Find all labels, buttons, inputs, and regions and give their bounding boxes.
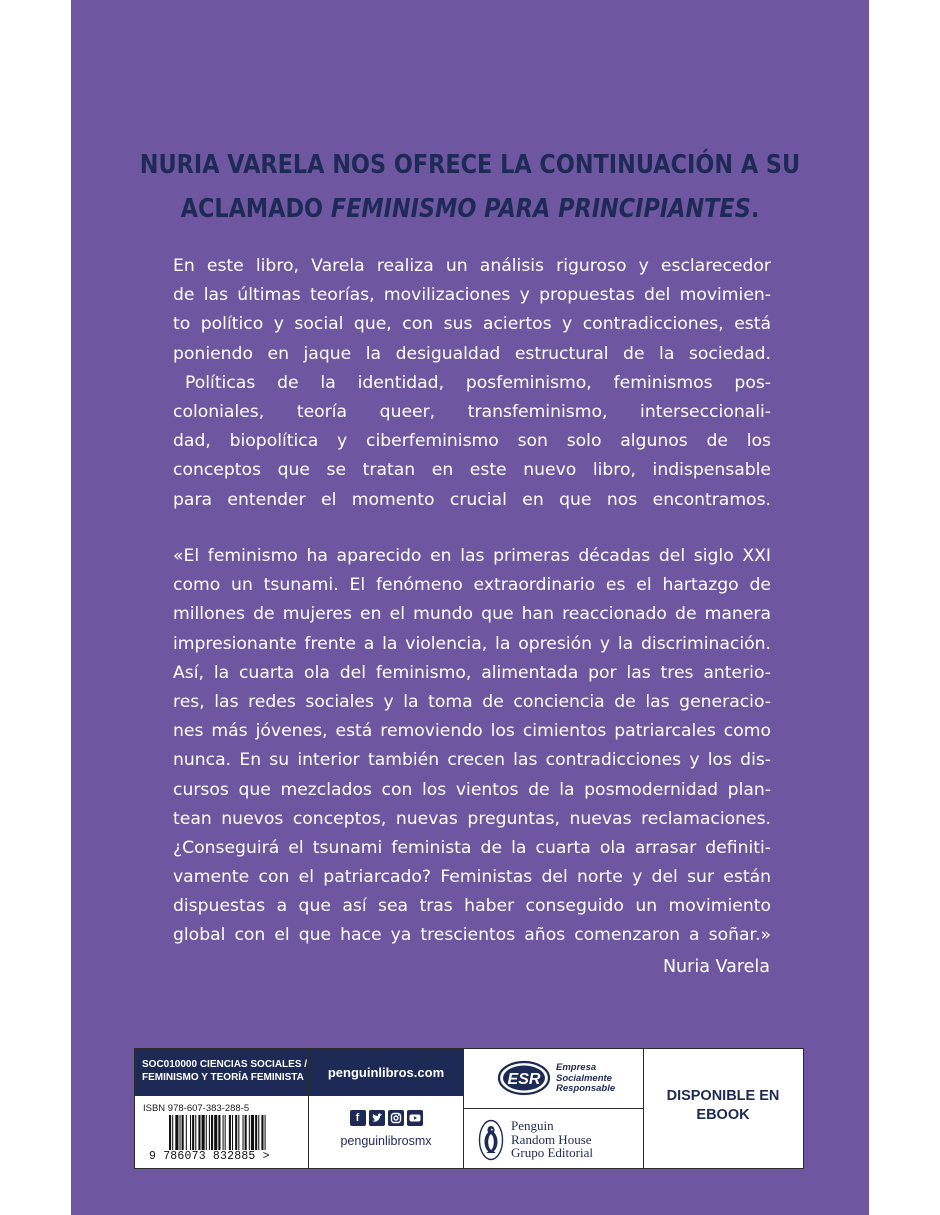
category-column bbox=[135, 1049, 309, 1168]
barcode-bar bbox=[265, 1115, 266, 1150]
publisher-column bbox=[464, 1049, 644, 1168]
barcode-bar bbox=[229, 1115, 231, 1150]
text-line: to político y social que, con sus aciertos y contradicciones, está bbox=[173, 314, 771, 335]
publisher-line-3: Grupo Editorial bbox=[511, 1145, 593, 1160]
barcode-bar bbox=[190, 1115, 191, 1150]
back-cover bbox=[71, 0, 869, 1215]
headline-suffix: . bbox=[750, 194, 760, 224]
barcode-bar bbox=[180, 1115, 181, 1150]
facebook-icon[interactable]: f bbox=[350, 1110, 366, 1126]
quote-line: cursos que mezclados con los vientos de la posmodernidad plan- bbox=[173, 779, 771, 800]
quote-line: como un tsunami. El fenómeno extraordinario es el hartazgo de bbox=[173, 575, 771, 596]
category-line-1: SOC010000 CIENCIAS SOCIALES / bbox=[142, 1059, 308, 1070]
barcode-bar bbox=[261, 1115, 263, 1150]
esr-line-3: Responsable bbox=[556, 1083, 616, 1094]
quote-line: dispuestas a que así sea tras haber conseguido un movimiento bbox=[173, 896, 771, 917]
youtube-icon[interactable] bbox=[407, 1110, 423, 1126]
publisher-info-box bbox=[134, 1048, 804, 1169]
penguin-logo-icon bbox=[478, 1119, 504, 1161]
quote-line: tean nuevos conceptos, nuevas preguntas, nuevas reclamaciones. bbox=[173, 808, 771, 829]
category-line-2: FEMINISMO Y TEORÍA FEMINISTA bbox=[142, 1072, 304, 1083]
barcode bbox=[169, 1115, 297, 1150]
esr-label bbox=[556, 1063, 615, 1095]
twitter-icon[interactable] bbox=[369, 1110, 385, 1126]
headline-line-1: NURIA VARELA NOS OFRECE LA CONTINUACIÓN A SU bbox=[139, 150, 801, 180]
barcode-bar bbox=[202, 1115, 205, 1150]
barcode-bar bbox=[209, 1115, 210, 1150]
headline-prefix: ACLAMADO bbox=[180, 194, 331, 224]
publisher-name bbox=[511, 1119, 593, 1160]
barcode-bar bbox=[243, 1115, 244, 1150]
barcode-bar bbox=[258, 1115, 259, 1150]
barcode-bar bbox=[251, 1115, 254, 1150]
barcode-bar bbox=[214, 1115, 217, 1150]
esr-mark: ESR bbox=[507, 1071, 541, 1088]
barcode-bar bbox=[206, 1115, 207, 1150]
website-link[interactable]: penguinlibros.com bbox=[309, 1049, 463, 1096]
barcode-bar bbox=[172, 1115, 173, 1150]
ebook-line-2: EBOOK bbox=[696, 1107, 750, 1123]
barcode-bar bbox=[235, 1115, 237, 1150]
social-icons bbox=[309, 1110, 463, 1126]
esr-line-2: Socialmente bbox=[556, 1072, 612, 1084]
esr-badge bbox=[464, 1049, 643, 1109]
synopsis-paragraph bbox=[173, 252, 771, 515]
barcode-bar bbox=[182, 1115, 184, 1150]
quote-line: nunca. En su interior también crecen las contradicciones y los dis- bbox=[173, 750, 771, 771]
quote-line: global con el que hace ya trescientos años comenzaron a soñar.» bbox=[173, 925, 771, 946]
text-line: dad, biopolítica y ciberfeminismo son solo algunos de los bbox=[173, 431, 771, 452]
quote-line: impresionante frente a la violencia, la opresión y la discriminación. bbox=[173, 633, 771, 654]
barcode-bar bbox=[218, 1115, 220, 1150]
quote-line: millones de mujeres en el mundo que han reaccionado de manera bbox=[173, 604, 771, 625]
quote-line: Así, la cuarta ola del feminismo, alimentada por las tres anterio- bbox=[173, 662, 771, 683]
barcode-bar bbox=[245, 1115, 247, 1150]
book-title: FEMINISMO PARA PRINCIPIANTES bbox=[330, 194, 751, 224]
barcode-bar bbox=[249, 1115, 250, 1150]
quote-line: nes más jóvenes, está removiendo los cimientos patriarcales como bbox=[173, 721, 771, 742]
quote-line: «El feminismo ha aparecido en las primeras décadas del siglo XXI bbox=[173, 546, 771, 566]
text-line: En este libro, Varela realiza un análisis riguroso y esclarecedor bbox=[173, 256, 771, 276]
barcode-bar bbox=[255, 1115, 257, 1150]
barcode-bar bbox=[225, 1115, 226, 1150]
barcode-bar bbox=[223, 1115, 224, 1150]
text-line: poniendo en jaque la desigualdad estructural de la sociedad. bbox=[173, 343, 771, 364]
headline-line-2 bbox=[127, 187, 813, 231]
author-quote bbox=[173, 542, 771, 951]
text-line: Políticas de la identidad, posfeminismo, feminismos pos- bbox=[185, 372, 771, 393]
barcode-bar bbox=[198, 1115, 200, 1150]
esr-line-1: Empresa bbox=[556, 1062, 597, 1073]
quote-signature: Nuria Varela bbox=[662, 957, 770, 977]
barcode-bar bbox=[211, 1115, 213, 1150]
bisac-category bbox=[135, 1049, 308, 1096]
quote-line: vamente con el patriarcado? Feministas del norte y del sur están bbox=[173, 867, 771, 888]
headline bbox=[127, 143, 813, 231]
barcode-bar bbox=[186, 1115, 187, 1150]
web-column bbox=[309, 1049, 464, 1168]
text-line: conceptos que se tratan en este nuevo libro, indispensable bbox=[173, 460, 771, 481]
ebook-column bbox=[644, 1049, 803, 1168]
social-handle[interactable]: penguinlibrosmx bbox=[340, 1134, 432, 1148]
barcode-bar bbox=[175, 1115, 178, 1150]
publisher-line-1: Penguin bbox=[511, 1118, 554, 1133]
isbn-label: ISBN 978-607-383-288-5 bbox=[143, 1103, 250, 1114]
barcode-bar bbox=[192, 1115, 194, 1150]
ebook-line-1: DISPONIBLE EN bbox=[666, 1088, 780, 1104]
publisher-line-2: Random House bbox=[511, 1131, 592, 1147]
esr-logo bbox=[497, 1058, 553, 1098]
barcode-bar bbox=[195, 1115, 196, 1150]
text-line: coloniales, teoría queer, transfeminismo, interseccionali- bbox=[173, 401, 771, 422]
text-line: de las últimas teorías, movilizaciones y propuestas del movimien- bbox=[173, 285, 771, 306]
barcode-bar bbox=[169, 1115, 171, 1150]
ebook-notice bbox=[644, 1087, 802, 1125]
quote-line: ¿Conseguirá el tsunami feminista de la cuarta ola arrasar definiti- bbox=[173, 837, 771, 858]
barcode-number: 9 786073 832885 > bbox=[149, 1150, 270, 1163]
instagram-icon[interactable] bbox=[388, 1110, 404, 1126]
text-line: para entender el momento crucial en que nos encontramos. bbox=[173, 489, 771, 510]
barcode-bar bbox=[238, 1115, 239, 1150]
quote-line: res, las redes sociales y la toma de conciencia de las generacio- bbox=[173, 691, 771, 712]
barcode-bar bbox=[232, 1115, 233, 1150]
